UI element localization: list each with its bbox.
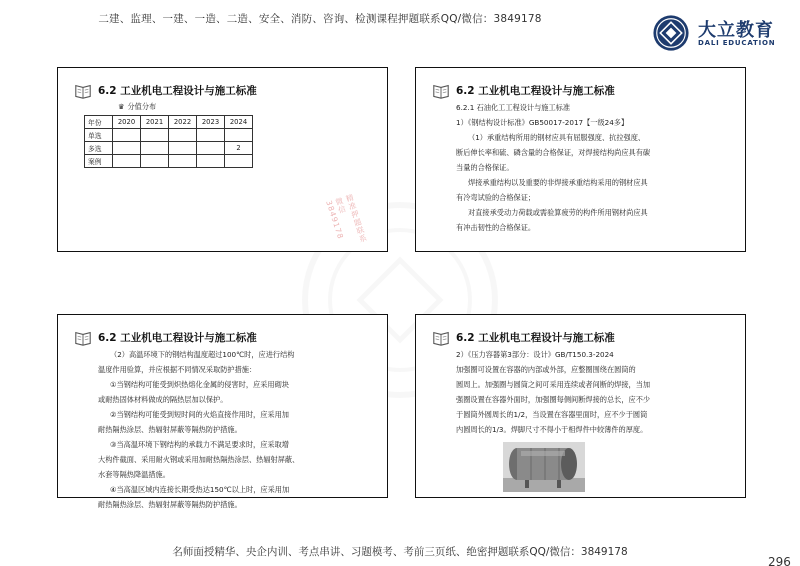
slide-body-text	[456, 100, 733, 235]
text-line: 6.2.1 石油化工工程设计与施工标准	[456, 103, 571, 112]
table-cell	[197, 129, 225, 142]
text-line: ④当高温区域内连接长期受热达150℃以上时，应采用加	[110, 485, 290, 494]
page-number: 296	[768, 555, 791, 566]
table-cell	[113, 142, 141, 155]
table-cell	[169, 155, 197, 168]
dali-education-logo	[652, 14, 792, 54]
text-line: 当量的合格保证。	[456, 163, 514, 172]
table-cell: 2020	[113, 116, 141, 129]
table-header-row	[85, 116, 253, 129]
score-distribution-table	[84, 115, 253, 168]
slide-body-text	[98, 347, 375, 512]
table-cell: 2021	[141, 116, 169, 129]
text-line: ②当钢结构可能受到短时间的火焰直接作用时，应采用加	[110, 410, 289, 419]
table-cell	[197, 155, 225, 168]
table-cell: 单选	[85, 129, 113, 142]
text-line: 或耐热固体材料做成的隔热层加以保护。	[98, 395, 228, 404]
table-cell	[113, 155, 141, 168]
text-line: 水套等隔热降温措施。	[98, 470, 170, 479]
text-line: 2）《压力容器第3部分：设计》GB/T150.3-2024	[456, 350, 614, 359]
text-line: 有冷弯试验的合格保证；	[456, 193, 536, 202]
logo-subtitle: DALI EDUCATION	[698, 39, 776, 47]
text-line: 圆周上。加强圈与圆筒之间可采用连续或者间断的焊接，当加	[456, 380, 651, 389]
text-line: 于圆筒外圆周长的1/2，当设置在容器里面时，应不少于圆筒	[456, 410, 648, 419]
table-cell	[169, 129, 197, 142]
book-icon	[74, 82, 92, 100]
logo-title: 大立教育	[698, 20, 774, 41]
text-line: 内圆周长的1/3。焊脚尺寸不得小于相焊件中较薄件的厚度。	[456, 425, 648, 434]
text-line: 大构件截面、采用耐火钢或采用加耐热隔热涂层、热辐射屏蔽、	[98, 455, 300, 464]
table-cell: 2024	[225, 116, 253, 129]
table-cell: 案例	[85, 155, 113, 168]
table-cell	[197, 142, 225, 155]
table-cell	[225, 155, 253, 168]
text-line: 断后伸长率和硫、磷含量的合格保证，对焊接结构尚应具有碳	[456, 148, 651, 157]
table-cell	[113, 129, 141, 142]
table-cell	[141, 142, 169, 155]
slide-body-text	[456, 347, 733, 437]
book-icon	[74, 329, 92, 347]
footer-contact-text: 名师面授精华、央企内训、考点串讲、习题模考、考前三页纸、绝密押题联系QQ/微信：3849178	[172, 546, 628, 558]
diagonal-watermark: 精准押题联系微信3849178	[324, 192, 369, 245]
table-cell	[141, 129, 169, 142]
slide-header	[432, 327, 732, 349]
book-icon	[432, 329, 450, 347]
text-line: 焊接承重结构以及重要的非焊接承重结构采用的钢材应具	[468, 178, 648, 187]
score-distribution-text: 分值分布	[127, 102, 157, 111]
table-cell	[169, 142, 197, 155]
text-line: 温度作用验算，并应根据不同情况采取防护措施：	[98, 365, 257, 374]
slide-title: 6.2 工业机电工程设计与施工标准	[456, 332, 615, 344]
table-cell	[141, 155, 169, 168]
slide-header	[74, 80, 374, 102]
header-contact-text: 二建、监理、一建、一造、二造、安全、消防、咨询、检测课程押题联系QQ/微信：3849178	[98, 13, 542, 25]
table-row	[85, 129, 253, 142]
table-cell: 2022	[169, 116, 197, 129]
book-icon	[432, 82, 450, 100]
table-cell: 年份	[85, 116, 113, 129]
table-cell: 2	[225, 142, 253, 155]
text-line: （2）高温环境下的钢结构温度超过100℃时，应进行结构	[110, 350, 295, 359]
table-cell: 多选	[85, 142, 113, 155]
pressure-vessel-photo	[503, 442, 585, 492]
slide-title: 6.2 工业机电工程设计与施工标准	[456, 85, 615, 97]
text-line: 强圈设置在容器外面时，加强圈每侧间断焊接的总长，应不少	[456, 395, 651, 404]
text-line: 1）《钢结构设计标准》GB50017-2017【一级24多】	[456, 118, 629, 127]
table-cell: 2023	[197, 116, 225, 129]
slide-header	[74, 327, 374, 349]
text-line: 耐热隔热涂层、热辐射屏蔽等隔热防护措施。	[98, 500, 242, 509]
text-line: ①当钢结构可能受到炽热熔化金属的侵害时，应采用砌块	[110, 380, 289, 389]
text-line: ③当高温环境下钢结构的承载力不满足要求时，应采取增	[110, 440, 289, 449]
slide-high-temperature-protection	[57, 314, 388, 509]
text-line: 对直接承受动力荷载或需验算疲劳的构件所用钢材尚应具	[468, 208, 648, 217]
table-cell	[225, 129, 253, 142]
slide-pressure-vessel-standard	[415, 314, 746, 498]
text-line: 加强圈可设置在容器的内部或外部，应整圈围绕在圆筒的	[456, 365, 636, 374]
slide-title: 6.2 工业机电工程设计与施工标准	[98, 85, 257, 97]
table-row	[85, 142, 253, 155]
score-distribution-label	[118, 102, 156, 112]
table-row	[85, 155, 253, 168]
text-line: （1）承重结构所用的钢材应具有屈服强度、抗拉强度、	[468, 133, 646, 142]
logo-emblem-icon	[652, 14, 690, 52]
slide-score-distribution	[57, 67, 388, 252]
slide-title: 6.2 工业机电工程设计与施工标准	[98, 332, 257, 344]
slide-header	[432, 80, 732, 102]
text-line: 有冲击韧性的合格保证。	[456, 223, 536, 232]
slide-steel-structure-standard	[415, 67, 746, 252]
text-line: 耐热隔热涂层、热辐射屏蔽等隔热防护措施。	[98, 425, 242, 434]
crown-icon: ♛	[118, 102, 125, 111]
